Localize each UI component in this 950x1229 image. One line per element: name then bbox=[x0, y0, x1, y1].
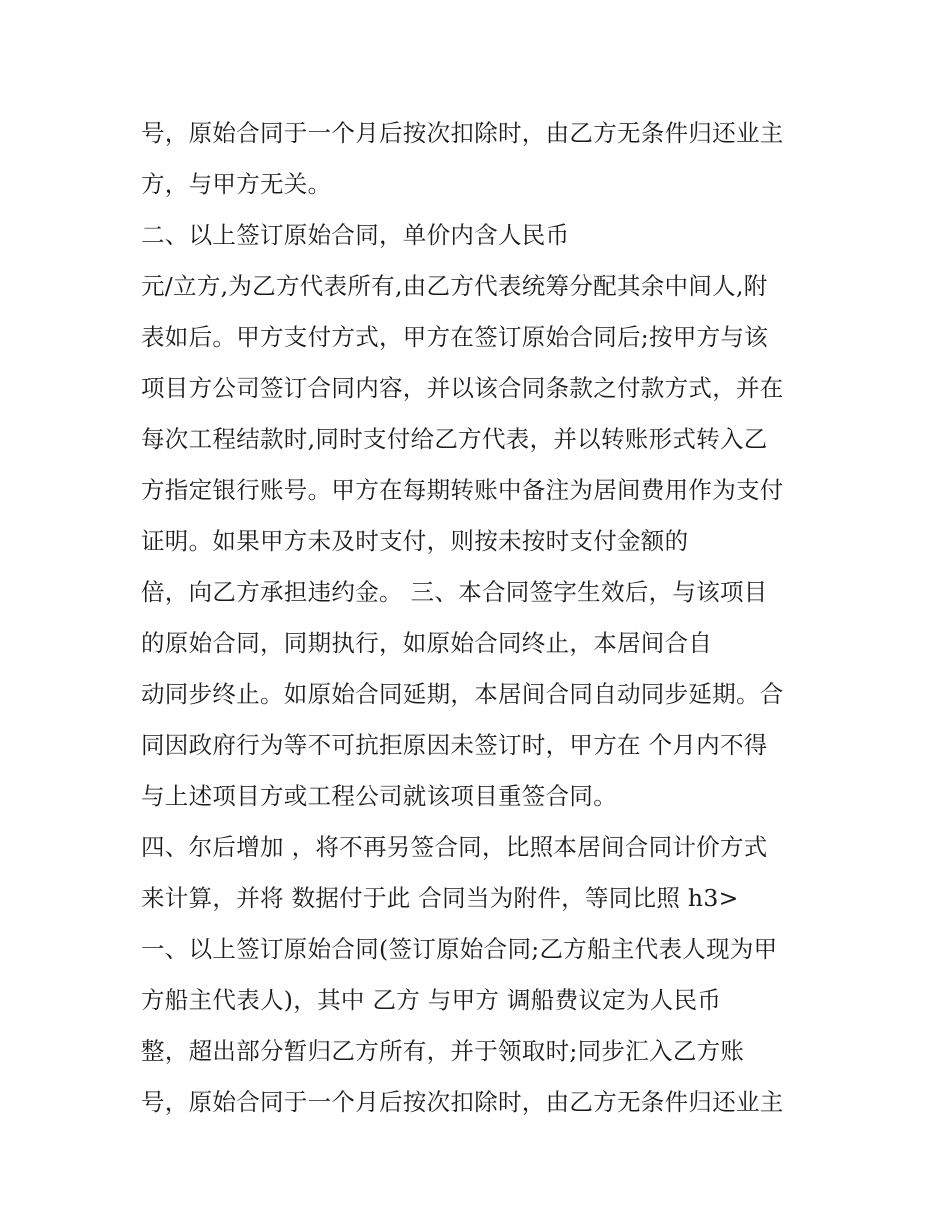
text-line: 一、以上签订原始合同(签订原始合同;乙方船主代表人现为甲 bbox=[141, 935, 778, 963]
text-line: 每次工程结款时,同时支付给乙方代表，并以转账形式转入乙 bbox=[141, 425, 768, 453]
text-line: 证明。如果甲方未及时支付，则按未按时支付金额的 bbox=[141, 527, 689, 555]
text-line: 动同步终止。如原始合同延期，本居间合同自动同步延期。合 bbox=[141, 680, 784, 708]
text-line: 与上述项目方或工程公司就该项目重签合同。 bbox=[141, 782, 617, 810]
text-line: 四、尔后增加 ，将不再另签合同，比照本居间合同计价方式 bbox=[141, 833, 768, 861]
text-line: 号，原始合同于一个月后按次扣除时，由乙方无条件归还业主 bbox=[141, 1088, 784, 1116]
text-line: 号，原始合同于一个月后按次扣除时，由乙方无条件归还业主 bbox=[141, 119, 784, 147]
text-line: 倍，向乙方承担违约金。 三、本合同签字生效后，与该项目 bbox=[141, 578, 768, 606]
text-line: 整，超出部分暂归乙方所有，并于领取时;同步汇入乙方账 bbox=[141, 1037, 745, 1065]
text-line: 来计算，并将 数据付于此 合同当为附件，等同比照 h3> bbox=[141, 884, 739, 912]
text-line: 方船主代表人)，其中 乙方 与甲方 调船费议定为人民币 bbox=[141, 986, 722, 1014]
text-line: 元/立方,为乙方代表所有,由乙方代表统筹分配其余中间人,附 bbox=[141, 272, 768, 300]
text-line: 同因政府行为等不可抗拒原因未签订时，甲方在 个月内不得 bbox=[141, 731, 768, 759]
text-line: 方指定银行账号。甲方在每期转账中备注为居间费用作为支付 bbox=[141, 476, 784, 504]
text-line: 二、以上签订原始合同，单价内含人民币 bbox=[141, 221, 570, 249]
text-line: 方，与甲方无关。 bbox=[141, 170, 332, 198]
text-line: 表如后。甲方支付方式，甲方在签订原始合同后;按甲方与该 bbox=[141, 323, 769, 351]
text-line: 项目方公司签订合同内容，并以该合同条款之付款方式，并在 bbox=[141, 374, 784, 402]
text-line: 的原始合同，同期执行，如原始合同终止，本居间合自 bbox=[141, 629, 713, 657]
contract-text-body bbox=[141, 108, 821, 1128]
